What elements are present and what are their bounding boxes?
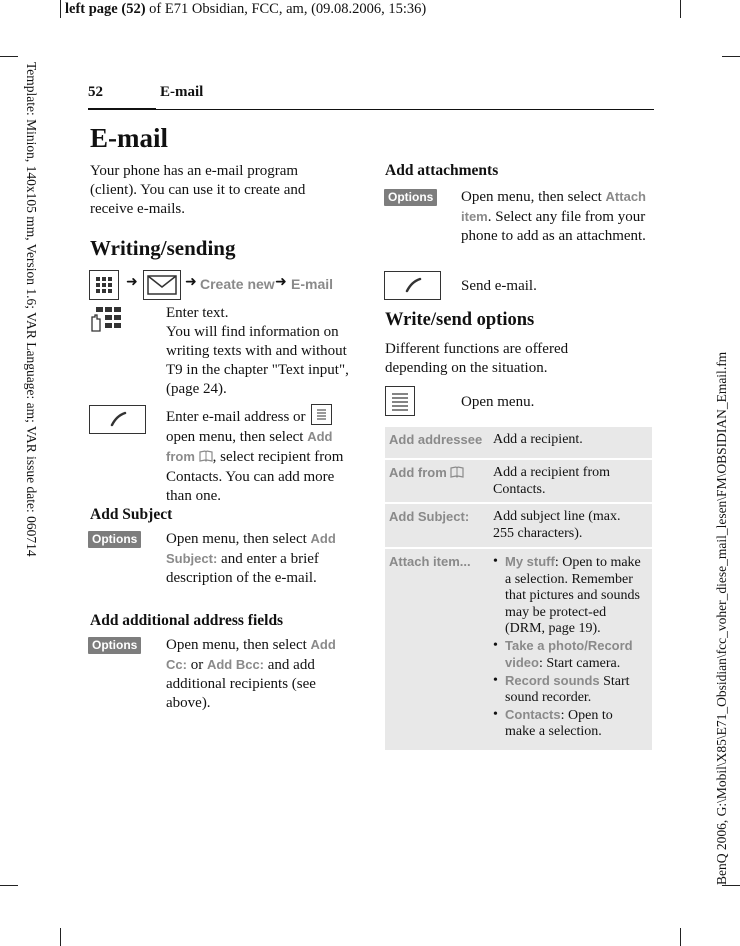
heading-add-attachments: Add attachments <box>385 162 499 179</box>
options-softkey: Options <box>384 188 437 206</box>
call-key-icon <box>89 405 146 434</box>
write-options-intro: Different functions are offered depending on the situation. <box>385 341 569 376</box>
list-item: • Contacts: Open to make a selection. <box>493 707 643 741</box>
menu-key-icon <box>385 386 415 416</box>
main-menu-key-icon <box>89 270 119 300</box>
attachments-desc: Open menu, then select Attach item. Select any file from your phone to add as an attachment. <box>461 189 646 244</box>
crop-mark <box>722 56 740 57</box>
open-menu-desc: Open menu. <box>461 394 535 410</box>
option-name: Add addressee <box>389 432 483 447</box>
head-rule <box>156 109 654 110</box>
page-title: E-mail <box>90 123 168 153</box>
table-row <box>385 460 652 502</box>
running-head-section: E-mail <box>160 84 204 100</box>
arrow-icon: ➜ <box>126 275 138 290</box>
option-desc: Add a recipient from Contacts. <box>493 465 611 497</box>
option-name: Attach item... <box>389 554 471 569</box>
heading-add-subject: Add Subject <box>90 506 173 523</box>
enter-text-desc: Enter text. You will find information on writing texts with and without T9 in the chapter "Text input", (page 24). <box>166 305 349 397</box>
option-name: Add Subject: <box>389 509 470 524</box>
left-margin-template-note: Template: Minion, 140x105 mm, Version 1.6; VAR Language: am; VAR issue date: 060714 <box>24 62 39 557</box>
enter-address-desc: Enter e-mail address or open menu, then select Add from , select recipient from Contacts. You can add more than one. <box>166 404 356 506</box>
contacts-book-icon <box>450 466 464 481</box>
heading-write-send-options: Write/send options <box>385 310 535 330</box>
crop-mark <box>0 56 18 57</box>
crop-mark <box>0 885 18 886</box>
keypad-icon <box>88 305 124 340</box>
menu-key-icon <box>311 404 332 425</box>
add-subject-desc: Open menu, then select Add Subject: and enter a brief description of the e-mail. <box>166 531 336 586</box>
right-margin-file-path: BenQ 2006, G:\Mobil\X85\E71_Obsidian\fcc_voher_diese_mail_lesen\FM\OBSIDIAN_Email.fm <box>714 351 729 885</box>
heading-writing-sending: Writing/sending <box>90 236 236 260</box>
option-desc: Add a recipient. <box>493 432 583 447</box>
contacts-book-icon <box>199 449 213 468</box>
options-softkey: Options <box>88 636 141 654</box>
crop-mark <box>60 0 61 18</box>
crop-mark <box>60 928 61 946</box>
add-fields-desc: Open menu, then select Add Cc: or Add Bcc: and add additional recipients (see above). <box>166 637 336 711</box>
crop-mark <box>722 885 740 886</box>
head-rule-thick <box>88 108 156 110</box>
menu-create-new: Create new <box>200 276 275 292</box>
list-item: • My stuff: Open to make a selection. Remember that pictures and sounds may be protect-ed (DRM, page 19). <box>493 554 643 638</box>
crop-mark <box>680 928 681 946</box>
crop-mark <box>680 0 681 18</box>
table-row <box>385 427 652 458</box>
heading-add-address-fields: Add additional address fields <box>90 612 284 629</box>
menu-email: E-mail <box>291 276 334 292</box>
call-key-icon <box>384 271 441 300</box>
page-number: 52 <box>88 84 103 100</box>
options-softkey: Options <box>88 530 141 548</box>
table-row <box>385 504 652 547</box>
table-row <box>385 549 652 750</box>
list-item: • Record sounds Start sound recorder. <box>493 673 643 707</box>
intro-paragraph: Your phone has an e-mail program (client). You can use it to create and receive e-mails. <box>90 163 306 217</box>
envelope-icon <box>143 270 181 300</box>
option-name: Add from <box>389 465 464 481</box>
list-item: • Take a photo/Record video: Start camera. <box>493 638 643 673</box>
header-slug: left page (52) of E71 Obsidian, FCC, am, (09.08.2006, 15:36) <box>65 1 427 17</box>
option-desc: Add subject line (max. 255 characters). <box>493 509 621 541</box>
arrow-icon: ➜ <box>275 275 287 290</box>
arrow-icon: ➜ <box>185 275 197 290</box>
attach-options-list <box>493 554 643 741</box>
send-email-desc: Send e-mail. <box>461 278 537 294</box>
